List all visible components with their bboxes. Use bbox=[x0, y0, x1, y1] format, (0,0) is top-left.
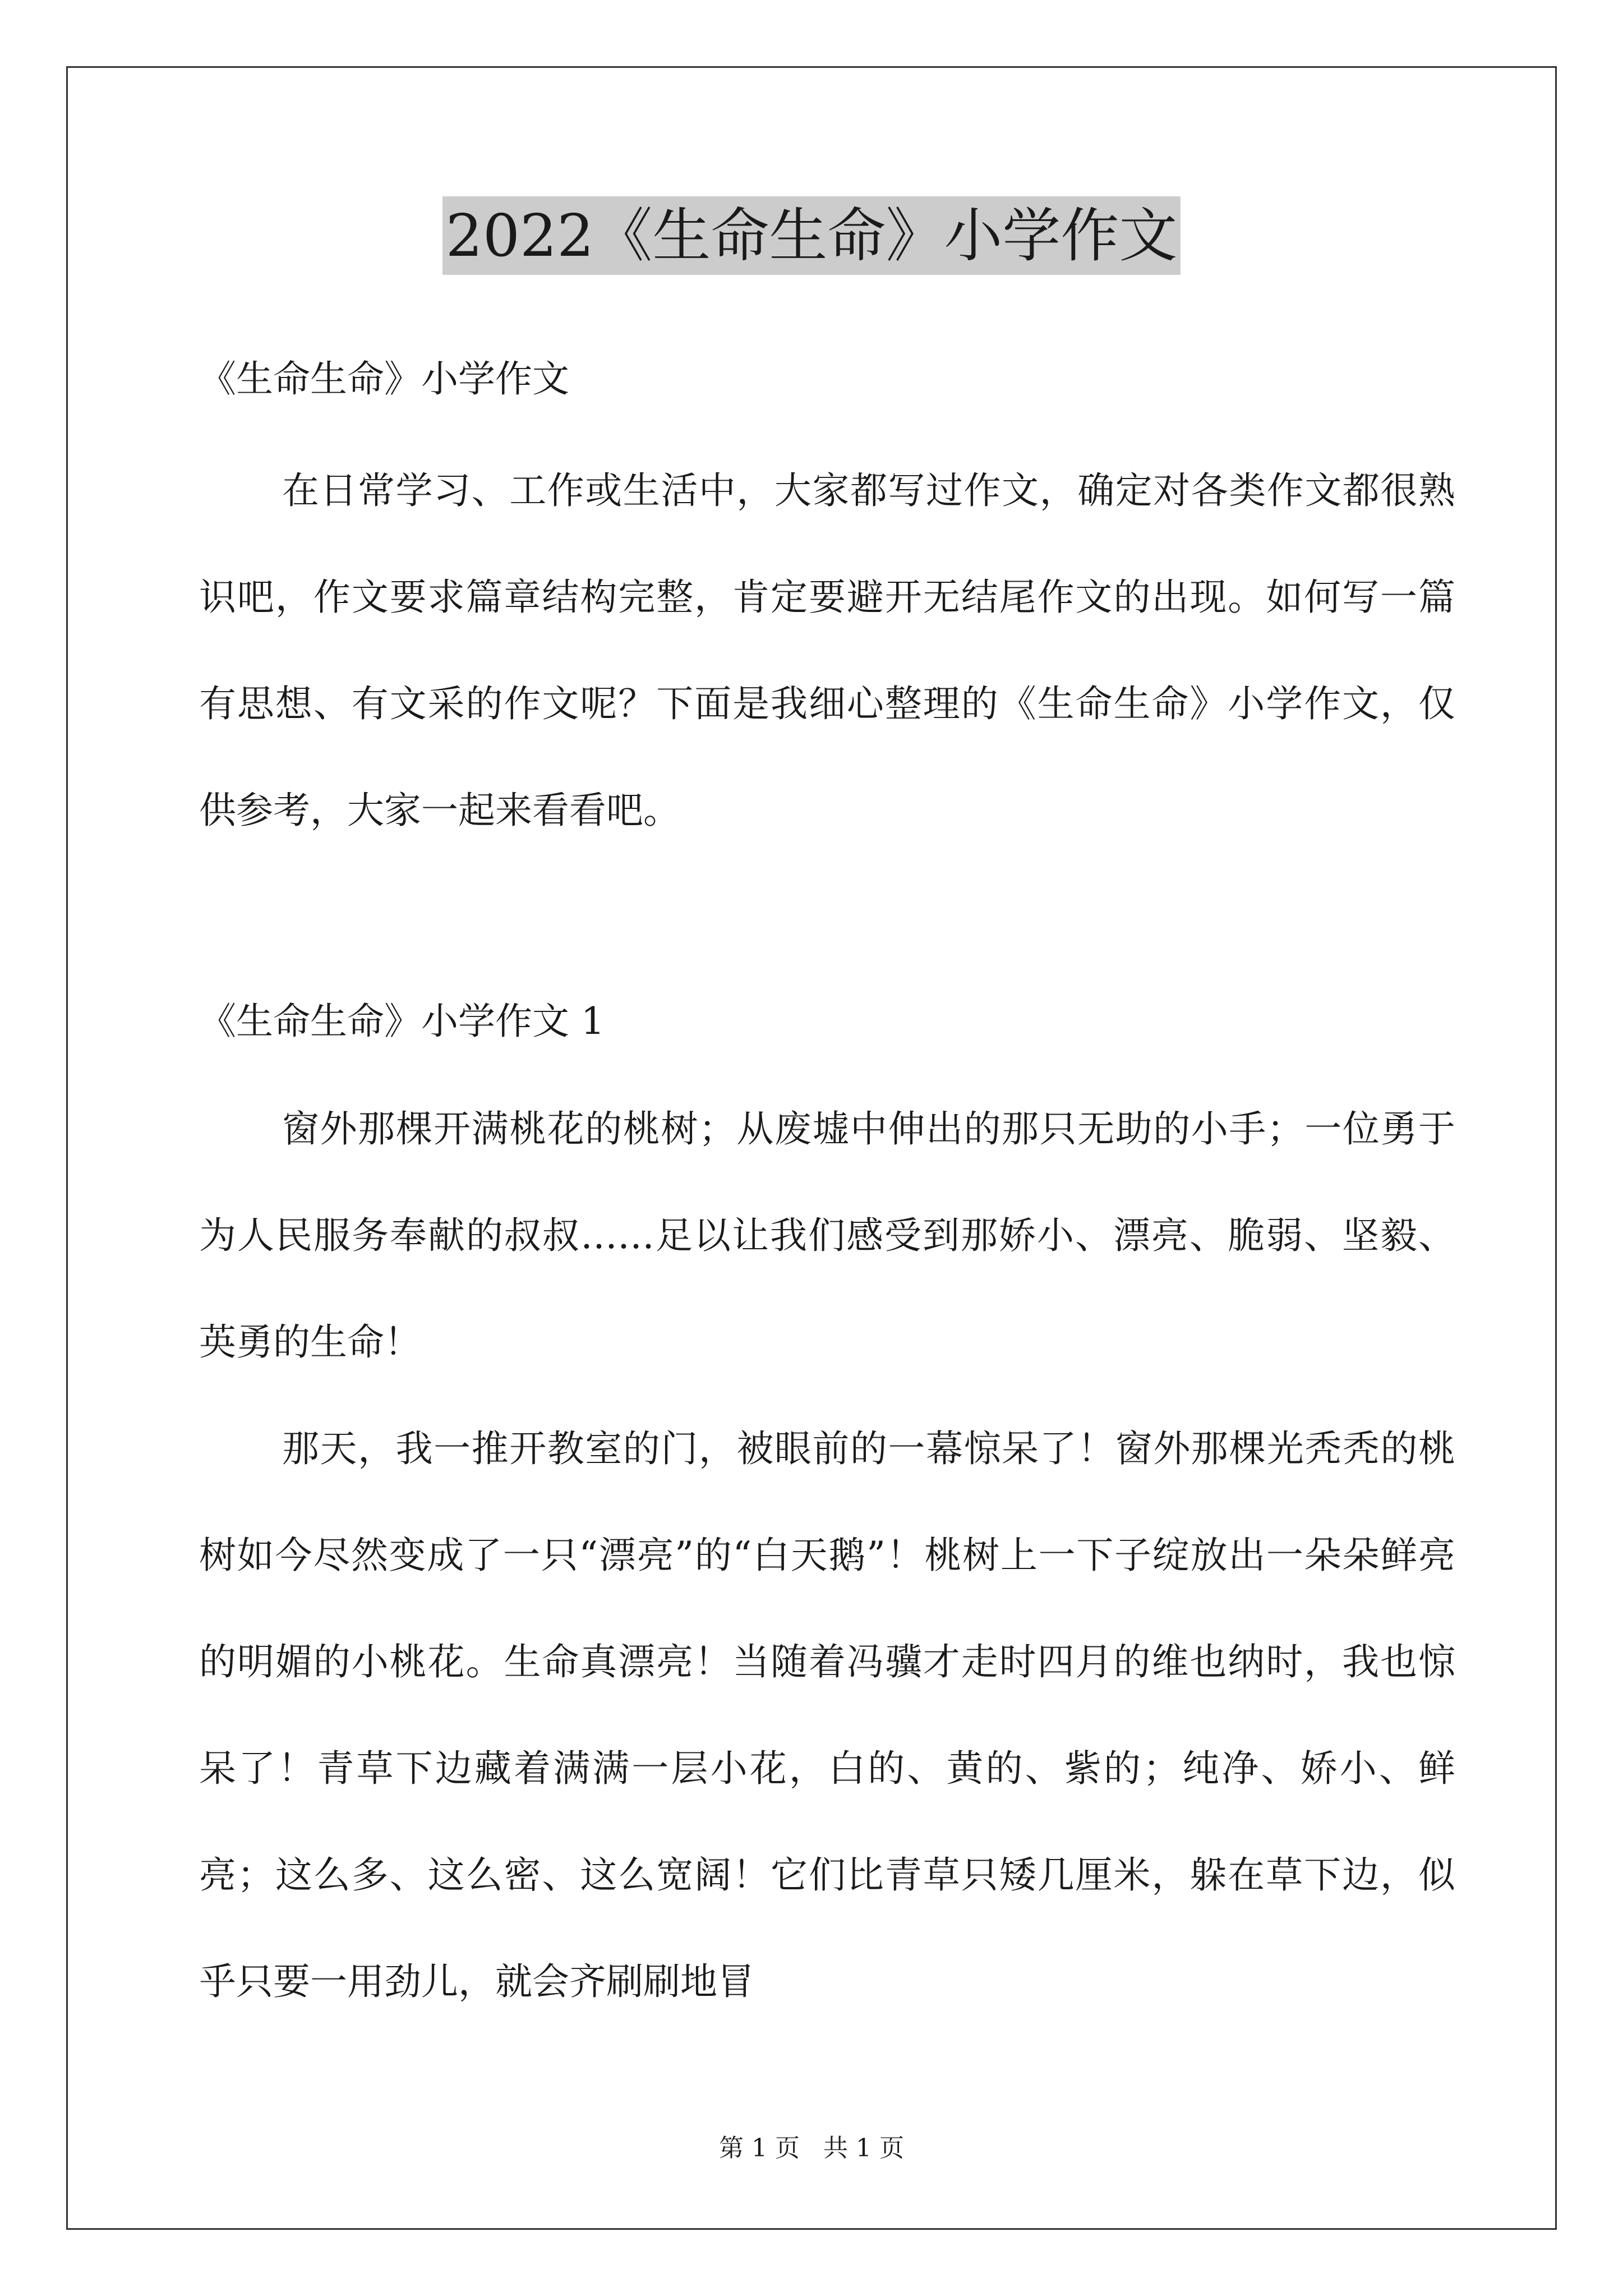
subtitle: 《生命生命》小学作文 bbox=[199, 357, 569, 401]
page-footer bbox=[0, 2132, 1623, 2165]
document-title bbox=[0, 196, 1623, 275]
intro-paragraph: 在日常学习、工作或生活中，大家都写过作文，确定对各类作文都很熟识吧，作文要求篇章结构完整，肯定要避开无结尾作文的出现。如何写一篇有思想、有文采的作文呢？下面是我细心整理的《生命生命》小学作文，仅供参考，大家一起来看看吧。 bbox=[199, 469, 1455, 832]
body-paragraph-2: 那天，我一推开教室的门，被眼前的一幕惊呆了！窗外那棵光秃秃的桃树如今尽然变成了一只“漂亮”的“白天鹅”！桃树上一下子绽放出一朵朵鲜亮的明媚的小桃花。生命真漂亮！当随着冯骥才走时四月的维也纳时，我也惊呆了！青草下边藏着满满一层小花，白的、黄的、紫的；纯净、娇小、鲜亮；这么多、这么密、这么宽阔！它们比青草只矮几厘米，躲在草下边，似乎只要一用劲儿，就会齐刷刷地冒 bbox=[199, 1427, 1455, 2003]
body-paragraph-1: 窗外那棵开满桃花的桃树；从废墟中伸出的那只无助的小手；一位勇于为人民服务奉献的叔叔……足以让我们感受到那娇小、漂亮、脆弱、坚毅、英勇的生命！ bbox=[199, 1107, 1455, 1364]
section-heading: 《生命生命》小学作文 1 bbox=[199, 1000, 605, 1043]
page-number-current: 第 1 页 bbox=[719, 2134, 800, 2162]
page-number-total: 共 1 页 bbox=[823, 2134, 904, 2162]
document-title-text: 2022《生命生命》小学作文 bbox=[442, 196, 1181, 275]
